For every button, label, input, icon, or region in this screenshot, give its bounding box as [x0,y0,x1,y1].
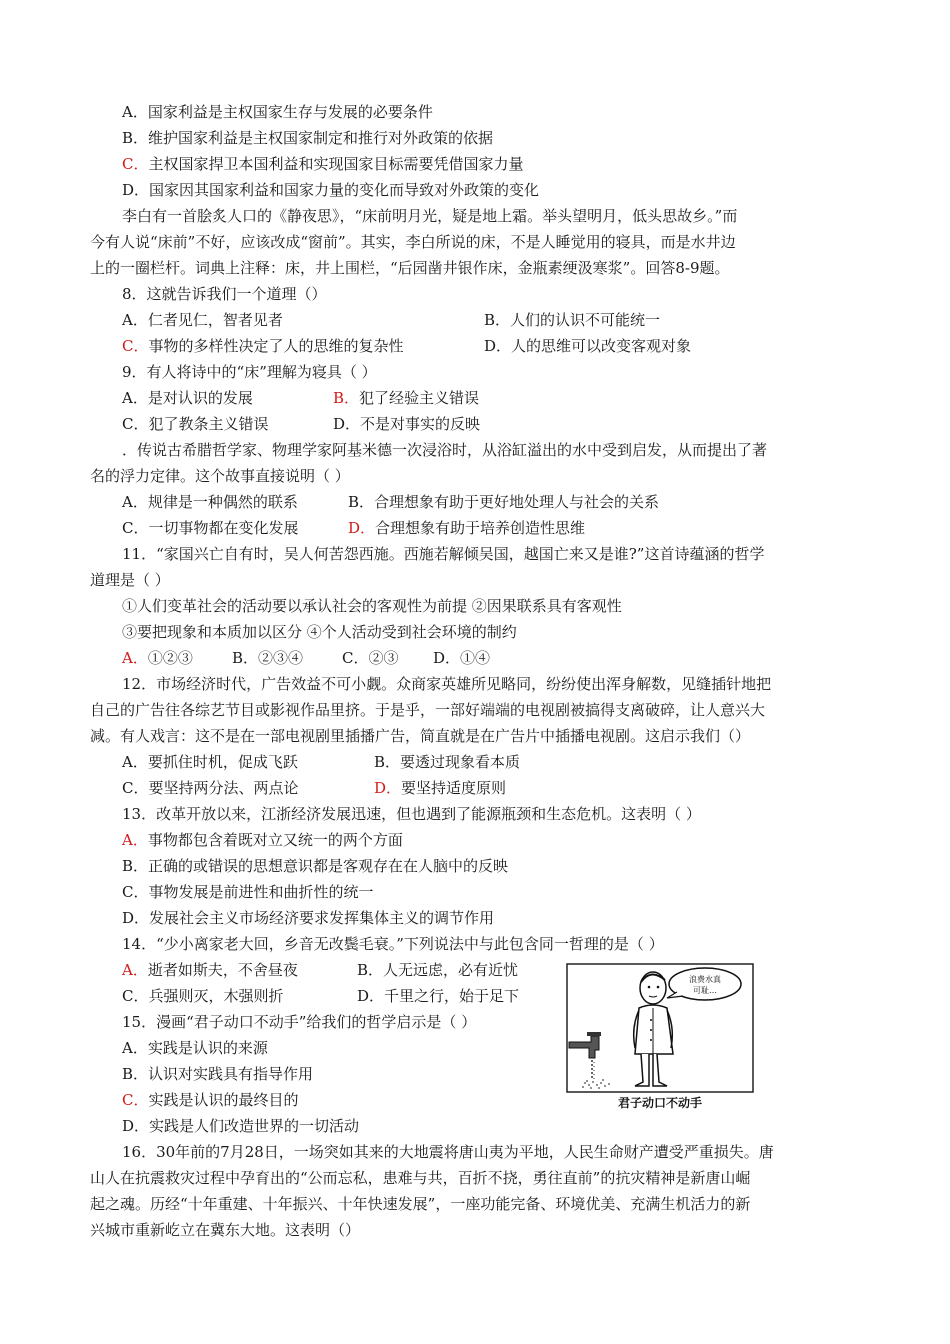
q8-option-c: C．事物的多样性决定了人的思维的复杂性 [122,337,404,355]
q15-option-d: D．实践是人们改造世界的一切活动 [122,1117,360,1135]
q11-line-1: 11．“家国兴亡自有时，吴人何苦怨西施。西施若解倾吴国，越国亡来又是谁?”这首诗蕴涵的哲学 [122,545,765,563]
q9-option-a: A．是对认识的发展 [122,389,253,407]
q7-option-c: C．主权国家捍卫本国利益和实现国家目标需要凭借国家力量 [122,155,524,173]
q9-option-b: B．犯了经验主义错误 [333,389,480,407]
q11-line-2: 道理是（ ） [90,571,170,589]
q15-option-c: C．实践是认识的最终目的 [122,1091,299,1109]
cartoon-bubble-line-1: 浪费水真 [689,975,721,984]
q13-option-a: A．事物都包含着既对立又统一的两个方面 [122,831,403,849]
q12-option-d: D．要坚持适度原则 [374,779,507,797]
q10-option-c: C．一切事物都在变化发展 [122,519,299,537]
q16-line-4: 兴城市重新屹立在冀东大地。这表明（） [90,1221,361,1239]
cartoon-caption: 君子动口不动手 [617,1096,703,1110]
q16-line-3: 起之魂。历经“十年重建、十年振兴、十年快速发展”，一座功能完备、环境优美、充满生机活力的新 [90,1195,751,1213]
cartoon-illustration [565,962,755,1114]
q14-stem: 14．“少小离家老大回，乡音无改鬓毛衰。”下列说法中与此包含同一哲理的是（ ） [122,935,664,953]
q11-statements-2: ③要把现象和本质加以区分 ④个人活动受到社会环境的制约 [122,623,517,641]
q8-stem: 8．这就告诉我们一个道理（） [122,285,327,303]
cartoon-bubble-line-2: 可耻… [693,986,717,995]
q10-option-d: D．合理想象有助于培养创造性思维 [348,519,586,537]
q9-option-d: D．不是对事实的反映 [333,415,481,433]
q11-statements-1: ①人们变革社会的活动要以承认社会的客观性为前提 ②因果联系具有客观性 [122,597,622,615]
q11-option-b: B．②③④ [232,649,304,667]
q16-line-1: 16．30年前的7月28日，一场突如其来的大地震将唐山夷为平地，人民生命财产遭受严重损失。唐 [122,1143,774,1161]
q8-option-a: A．仁者见仁，智者见者 [122,311,283,329]
q14-option-a: A．逝者如斯夫，不舍昼夜 [122,961,298,979]
q8-option-b: B．人们的认识不可能统一 [484,311,661,329]
q15-stem: 15．漫画“君子动口不动手”给我们的哲学启示是（ ） [122,1013,477,1031]
q12-option-b: B．要透过现象看本质 [374,753,521,771]
q10-line-1: ．传说古希腊哲学家、物理学家阿基米德一次浸浴时，从浴缸溢出的水中受到启发，从而提出了著 [122,441,768,459]
q14-option-c: C．兵强则灭，木强则折 [122,987,284,1005]
q14-option-d: D．千里之行，始于足下 [357,987,520,1005]
q15-option-a: A．实践是认识的来源 [122,1039,268,1057]
q9-option-c: C．犯了教条主义错误 [122,415,269,433]
q7-option-a: A．国家利益是主权国家生存与发展的必要条件 [122,103,433,121]
q16-line-2: 山人在抗震救灾过程中孕育出的“公而忘私，患难与共，百折不挠，勇往直前”的抗灾精神是新唐山崛 [90,1169,751,1187]
q12-line-3: 减。有人戏言：这不是在一部电视剧里插播广告，简直就是在广告片中插播电视剧。这启示我们（） [90,727,751,745]
passage-line-2: 今有人说“床前”不好，应该改成“窗前”。其实，李白所说的床，不是人睡觉用的寝具，而是水井边 [90,233,736,251]
q10-option-a: A．规律是一种偶然的联系 [122,493,298,511]
q12-option-a: A．要抓住时机，促成飞跃 [122,753,298,771]
q12-line-1: 12．市场经济时代，广告效益不可小觑。众商家英雄所见略同，纷纷使出浑身解数，见缝插针地把 [122,675,772,693]
q11-option-a: A．①②③ [122,649,193,667]
q7-option-b: B．维护国家利益是主权国家制定和推行对外政策的依据 [122,129,494,147]
q8-option-d: D．人的思维可以改变客观对象 [484,337,692,355]
q14-option-b: B．人无远虑，必有近忧 [357,961,519,979]
q9-stem: 9．有人将诗中的“床”理解为寝具（ ） [122,363,377,381]
passage-line-3: 上的一圈栏杆。词典上注释：床，井上围栏，“后园凿井银作床，金瓶素绠汲寒浆”。回答8-9题。 [90,259,730,277]
q10-option-b: B．合理想象有助于更好地处理人与社会的关系 [348,493,660,511]
q15-option-b: B．认识对实践具有指导作用 [122,1065,314,1083]
q11-option-c: C．②③ [342,649,399,667]
passage-line-1: 李白有一首脍炙人口的《静夜思》，“床前明月光，疑是地上霜。举头望明月，低头思故乡。”而 [122,207,738,225]
q13-stem: 13．改革开放以来，江浙经济发展迅速，但也遇到了能源瓶颈和生态危机。这表明（ ） [122,805,701,823]
q7-option-d: D．国家因其国家利益和国家力量的变化而导致对外政策的变化 [122,181,540,199]
q11-option-d: D．①④ [433,649,491,667]
q12-option-c: C．要坚持两分法、两点论 [122,779,299,797]
q12-line-2: 自己的广告往各综艺节目或影视作品里挤。于是乎，一部好端端的电视剧被搞得支离破碎，让人意兴大 [90,701,766,719]
q13-option-d: D．发展社会主义市场经济要求发挥集体主义的调节作用 [122,909,495,927]
q13-option-c: C．事物发展是前进性和曲折性的统一 [122,883,374,901]
q13-option-b: B．正确的或错误的思想意识都是客观存在在人脑中的反映 [122,857,509,875]
q10-line-2: 名的浮力定律。这个故事直接说明（ ） [90,467,350,485]
